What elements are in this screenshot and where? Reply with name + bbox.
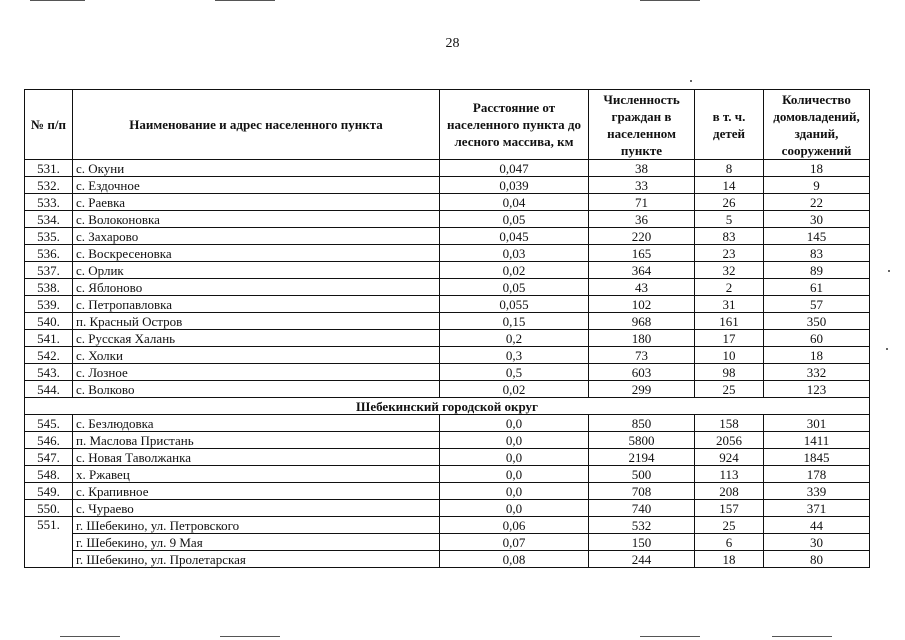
distance-value: 0,055 — [440, 296, 589, 313]
population-value: 43 — [589, 279, 695, 296]
section-title: Шебекинский городской округ — [25, 398, 870, 415]
scan-speck — [690, 80, 692, 82]
table-row — [25, 228, 870, 245]
settlement-name: г. Шебекино, ул. Петровского — [73, 517, 440, 534]
table-row — [25, 347, 870, 364]
children-value: 924 — [695, 449, 764, 466]
population-value: 708 — [589, 483, 695, 500]
distance-value: 0,0 — [440, 432, 589, 449]
buildings-value: 145 — [764, 228, 870, 245]
table-row — [25, 466, 870, 483]
section-row — [25, 398, 870, 415]
buildings-value: 301 — [764, 415, 870, 432]
settlement-name: с. Воскресеновка — [73, 245, 440, 262]
population-value: 740 — [589, 500, 695, 517]
buildings-value: 57 — [764, 296, 870, 313]
buildings-value: 1411 — [764, 432, 870, 449]
population-value: 73 — [589, 347, 695, 364]
population-value: 299 — [589, 381, 695, 398]
row-number: 536. — [25, 245, 73, 262]
settlement-name: с. Русская Халань — [73, 330, 440, 347]
row-number: 547. — [25, 449, 73, 466]
population-value: 5800 — [589, 432, 695, 449]
children-value: 158 — [695, 415, 764, 432]
distance-value: 0,2 — [440, 330, 589, 347]
buildings-value: 178 — [764, 466, 870, 483]
distance-value: 0,047 — [440, 160, 589, 177]
buildings-value: 9 — [764, 177, 870, 194]
children-value: 18 — [695, 551, 764, 568]
table-row — [25, 313, 870, 330]
table-body-upper — [25, 160, 870, 398]
row-number: 539. — [25, 296, 73, 313]
buildings-value: 371 — [764, 500, 870, 517]
table-row — [25, 296, 870, 313]
table-row — [25, 500, 870, 517]
settlement-name: с. Орлик — [73, 262, 440, 279]
population-value: 603 — [589, 364, 695, 381]
children-value: 2 — [695, 279, 764, 296]
settlement-name: с. Петропавловка — [73, 296, 440, 313]
buildings-value: 18 — [764, 347, 870, 364]
distance-value: 0,02 — [440, 262, 589, 279]
children-value: 83 — [695, 228, 764, 245]
settlement-name: г. Шебекино, ул. Пролетарская — [73, 551, 440, 568]
children-value: 98 — [695, 364, 764, 381]
children-value: 8 — [695, 160, 764, 177]
scan-speck — [888, 270, 890, 272]
population-value: 180 — [589, 330, 695, 347]
population-value: 532 — [589, 517, 695, 534]
table-row — [25, 551, 870, 568]
children-value: 2056 — [695, 432, 764, 449]
population-value: 244 — [589, 551, 695, 568]
table-row — [25, 483, 870, 500]
settlement-name: г. Шебекино, ул. 9 Мая — [73, 534, 440, 551]
distance-value: 0,02 — [440, 381, 589, 398]
children-value: 17 — [695, 330, 764, 347]
buildings-value: 61 — [764, 279, 870, 296]
settlement-name: с. Ездочное — [73, 177, 440, 194]
distance-value: 0,15 — [440, 313, 589, 330]
distance-value: 0,05 — [440, 211, 589, 228]
scan-edge-mark — [30, 0, 85, 1]
row-number: 546. — [25, 432, 73, 449]
row-number: 550. — [25, 500, 73, 517]
settlement-name: с. Захарово — [73, 228, 440, 245]
buildings-value: 44 — [764, 517, 870, 534]
page-number: 28 — [445, 36, 460, 51]
header-buildings: Количество домовладений, зданий, сооружений — [764, 90, 870, 160]
settlement-name: с. Волоконовка — [73, 211, 440, 228]
table-body-lower — [25, 415, 870, 517]
settlement-name: с. Холки — [73, 347, 440, 364]
population-value: 33 — [589, 177, 695, 194]
table-row — [25, 160, 870, 177]
table-header-row — [25, 90, 870, 160]
header-num: № п/п — [25, 90, 73, 160]
population-value: 71 — [589, 194, 695, 211]
row-number: 541. — [25, 330, 73, 347]
children-value: 161 — [695, 313, 764, 330]
row-number: 533. — [25, 194, 73, 211]
row-number: 540. — [25, 313, 73, 330]
settlement-name: п. Красный Остров — [73, 313, 440, 330]
buildings-value: 1845 — [764, 449, 870, 466]
header-children: в т. ч. детей — [695, 90, 764, 160]
buildings-value: 123 — [764, 381, 870, 398]
children-value: 31 — [695, 296, 764, 313]
distance-value: 0,0 — [440, 449, 589, 466]
scan-edge-mark — [60, 636, 120, 637]
population-value: 968 — [589, 313, 695, 330]
header-name: Наименование и адрес населенного пункта — [73, 90, 440, 160]
row-number: 542. — [25, 347, 73, 364]
settlement-name: с. Крапивное — [73, 483, 440, 500]
row-number: 534. — [25, 211, 73, 228]
row-number: 538. — [25, 279, 73, 296]
header-distance: Расстояние от населенного пункта до лесного массива, км — [440, 90, 589, 160]
row-number: 548. — [25, 466, 73, 483]
settlement-name: х. Ржавец — [73, 466, 440, 483]
buildings-value: 83 — [764, 245, 870, 262]
row-number: 544. — [25, 381, 73, 398]
table-row — [25, 381, 870, 398]
children-value: 5 — [695, 211, 764, 228]
buildings-value: 89 — [764, 262, 870, 279]
population-value: 364 — [589, 262, 695, 279]
settlements-table — [24, 89, 870, 568]
table-row — [25, 449, 870, 466]
population-value: 220 — [589, 228, 695, 245]
population-value: 102 — [589, 296, 695, 313]
distance-value: 0,0 — [440, 500, 589, 517]
distance-value: 0,08 — [440, 551, 589, 568]
population-value: 38 — [589, 160, 695, 177]
settlement-name: с. Волково — [73, 381, 440, 398]
buildings-value: 30 — [764, 534, 870, 551]
distance-value: 0,04 — [440, 194, 589, 211]
buildings-value: 18 — [764, 160, 870, 177]
buildings-value: 60 — [764, 330, 870, 347]
distance-value: 0,3 — [440, 347, 589, 364]
population-value: 850 — [589, 415, 695, 432]
table-row — [25, 245, 870, 262]
distance-value: 0,07 — [440, 534, 589, 551]
population-value: 36 — [589, 211, 695, 228]
buildings-value: 350 — [764, 313, 870, 330]
children-value: 23 — [695, 245, 764, 262]
settlement-name: п. Маслова Пристань — [73, 432, 440, 449]
children-value: 32 — [695, 262, 764, 279]
population-value: 150 — [589, 534, 695, 551]
scan-edge-mark — [215, 0, 275, 1]
settlement-name: с. Новая Таволжанка — [73, 449, 440, 466]
settlement-name: с. Раевка — [73, 194, 440, 211]
row-number: 551. — [25, 517, 73, 568]
buildings-value: 30 — [764, 211, 870, 228]
buildings-value: 22 — [764, 194, 870, 211]
children-value: 6 — [695, 534, 764, 551]
scan-edge-mark — [640, 636, 700, 637]
settlement-name: с. Чураево — [73, 500, 440, 517]
distance-value: 0,039 — [440, 177, 589, 194]
buildings-value: 332 — [764, 364, 870, 381]
table-row — [25, 177, 870, 194]
table-row — [25, 211, 870, 228]
settlement-name: с. Окуни — [73, 160, 440, 177]
section-body — [25, 398, 870, 415]
scan-edge-mark — [640, 0, 700, 1]
table-row — [25, 279, 870, 296]
distance-value: 0,05 — [440, 279, 589, 296]
population-value: 2194 — [589, 449, 695, 466]
buildings-value: 339 — [764, 483, 870, 500]
children-value: 25 — [695, 517, 764, 534]
buildings-value: 80 — [764, 551, 870, 568]
children-value: 113 — [695, 466, 764, 483]
row-number: 537. — [25, 262, 73, 279]
table-row — [25, 194, 870, 211]
settlement-name: с. Лозное — [73, 364, 440, 381]
population-value: 165 — [589, 245, 695, 262]
header-population: Численность граждан в населенном пункте — [589, 90, 695, 160]
distance-value: 0,045 — [440, 228, 589, 245]
table-row — [25, 432, 870, 449]
distance-value: 0,03 — [440, 245, 589, 262]
children-value: 157 — [695, 500, 764, 517]
distance-value: 0,0 — [440, 415, 589, 432]
distance-value: 0,0 — [440, 466, 589, 483]
scan-speck — [886, 348, 888, 350]
scan-edge-mark — [220, 636, 280, 637]
table-row — [25, 262, 870, 279]
table-row — [25, 330, 870, 347]
distance-value: 0,06 — [440, 517, 589, 534]
children-value: 25 — [695, 381, 764, 398]
row-number: 543. — [25, 364, 73, 381]
children-value: 26 — [695, 194, 764, 211]
settlement-name: с. Яблоново — [73, 279, 440, 296]
population-value: 500 — [589, 466, 695, 483]
children-value: 208 — [695, 483, 764, 500]
distance-value: 0,0 — [440, 483, 589, 500]
row-number: 531. — [25, 160, 73, 177]
row-number: 545. — [25, 415, 73, 432]
row-number: 535. — [25, 228, 73, 245]
children-value: 10 — [695, 347, 764, 364]
row-551-group — [25, 517, 870, 568]
table-row — [25, 364, 870, 381]
row-number: 549. — [25, 483, 73, 500]
table-row — [25, 534, 870, 551]
scan-edge-mark — [772, 636, 832, 637]
table-row — [25, 415, 870, 432]
children-value: 14 — [695, 177, 764, 194]
table-row — [25, 517, 870, 534]
distance-value: 0,5 — [440, 364, 589, 381]
settlement-name: с. Безлюдовка — [73, 415, 440, 432]
row-number: 532. — [25, 177, 73, 194]
